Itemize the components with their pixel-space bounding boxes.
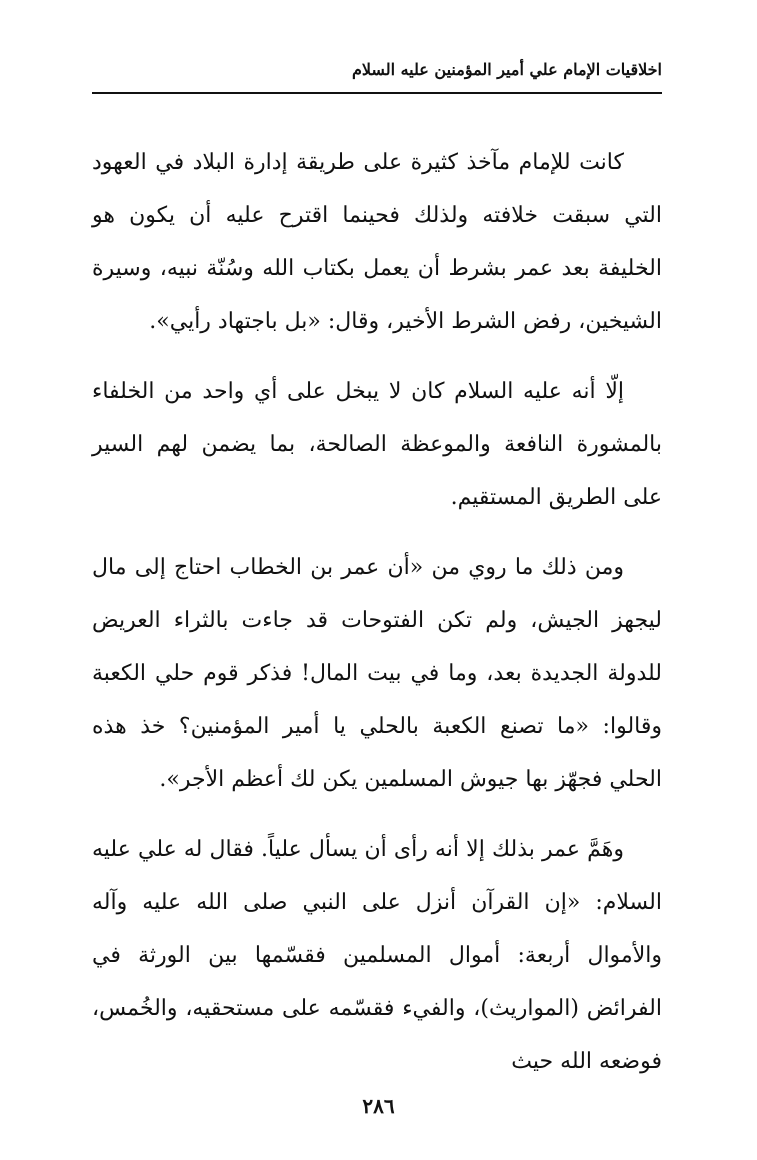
paragraph-1: كانت للإمام مآخذ كثيرة على طريقة إدارة البلاد في العهود التي سبقت خلافته ولذلك فحينما اقترح عليه أن يكون هو الخليفة بعد عمر بشرط أن يعمل بكتاب الله وسُنّة نبيه، وسيرة الشيخين، رفض الشرط الأخير، وقال: «بل باجتهاد رأيي». [92,150,662,334]
paragraph-2: إلّا أنه عليه السلام كان لا يبخل على أي واحد من الخلفاء بالمشورة النافعة والموعظة الصالحة، بما يضمن لهم السير على الطريق المستقيم. [92,379,662,510]
page-number: ٢٨٦ [362,1094,395,1118]
body-text [92,136,662,1105]
header-divider [92,92,662,94]
paragraph-4: وهَمَّ عمر بذلك إلا أنه رأى أن يسأل علياً. فقال له علي عليه السلام: «إن القرآن أنزل على النبي صلى الله عليه وآله والأموال أربعة: أموال المسلمين فقسّمها بين الورثة في الفرائض (المواريث)، والفيء فقسّمه على مستحقيه، والخُمس، فوضعه الله حيث [92,837,662,1074]
running-header: اخلاقيات الإمام علي أمير المؤمنين عليه السلام [351,60,662,79]
paragraph-3: ومن ذلك ما روي من «أن عمر بن الخطاب احتاج إلى مال ليجهز الجيش، ولم تكن الفتوحات قد جاءت بالثراء العريض للدولة الجديدة بعد، وما في بيت المال! فذكر قوم حلي الكعبة وقالوا: «ما تصنع الكعبة بالحلي يا أمير المؤمنين؟ خذ هذه الحلي فجهّز بها جيوش المسلمين يكن لك أعظم الأجر». [92,555,662,792]
